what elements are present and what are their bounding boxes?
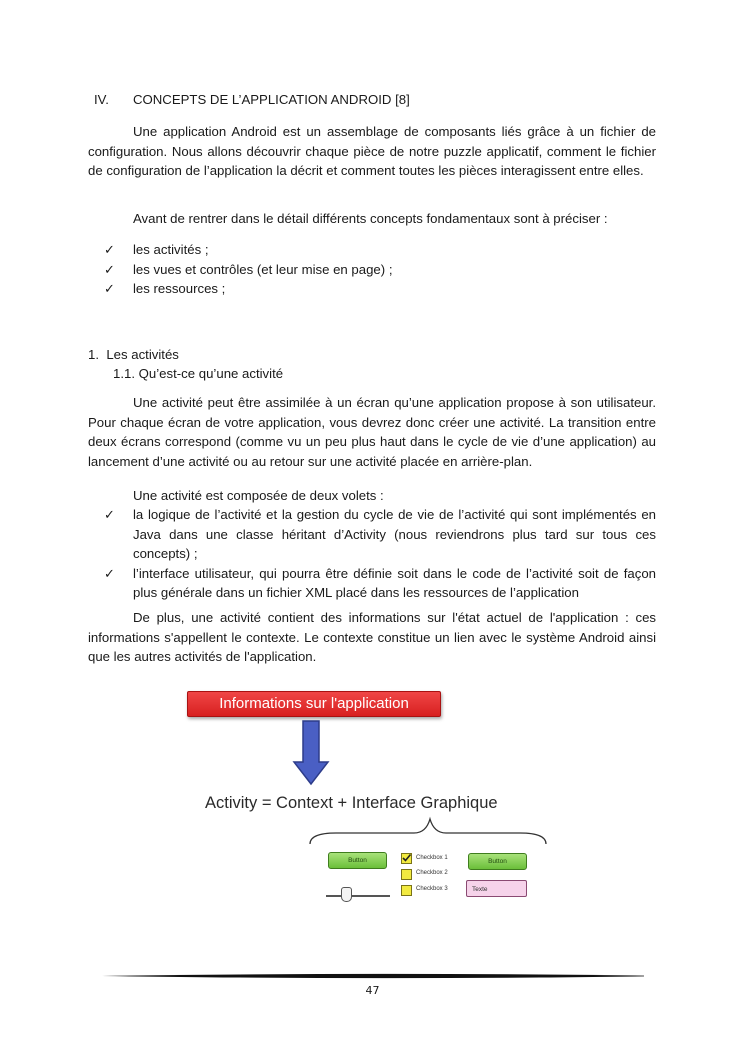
info-banner: Informations sur l'application [187,691,441,717]
intro-paragraph-1: Une application Android est un assemblage de composants liés grâce à un fichier de configuration. Nous allons découvrir chaque pièce de notre puzzle applicatif, comment le fichier de configuration de l’application la décrit et comment toutes les pièces interagissent entre elles. [88,124,656,178]
curly-brace-icon [308,816,548,846]
checkmark-icon: ✓ [104,507,116,522]
checkbox-3 [401,885,412,896]
list-item: ✓ l’interface utilisateur, qui pourra être définie soit dans le code de l’activité soit de façon plus générale dans un fichier XML placé dans les ressources de l’application [104,565,656,600]
checkbox-3-label: Checkbox 3 [416,886,448,892]
list-item: ✓ les activités ; [104,240,656,260]
slider-thumb [341,887,352,902]
checkbox-2-label: Checkbox 2 [416,870,448,876]
checkmark-icon: ✓ [104,281,116,296]
subsection-heading: 1. Les activités [88,347,179,362]
body-paragraph-1: Une activité peut être assimilée à un écran qu’une application propose à son utilisateur. Pour chaque écran de votre application, vous devrez donc créer une activité. La transition entre deux écrans correspond (comme vu un peu plus haut dans le cycle de vie d’une application) au lancement d’une activité ou au retour sur une activité placée en arrière-plan. [88,395,656,469]
section-number: IV. [94,92,109,107]
list-item: ✓ les vues et contrôles (et leur mise en page) ; [104,260,656,280]
section-heading [94,90,410,109]
checkmark-icon: ✓ [104,242,116,257]
down-arrow-icon [292,720,330,786]
page-number: 47 [365,984,380,997]
body-paragraph-2: Une activité est composée de deux volets : [133,488,384,503]
intro-checklist [104,240,656,299]
body-paragraph-3: De plus, une activité contient des informations sur l'état actuel de l'application : ces informations s'appellent le contexte. Le contexte constitue un lien avec le système Android ainsi que les autres activités de l'application. [88,610,656,664]
list-item: ✓ la logique de l’activité et la gestion du cycle de vie de l’activité qui sont implémentés en Java dans une classe héritant d’Activity (nous reviendrons plus tard sur tous ces concepts) ; [104,507,656,561]
slider-track [326,895,390,897]
check-icon [401,852,412,863]
activity-equation: Activity = Context + Interface Graphique [205,794,498,812]
body-checklist [104,505,656,603]
sample-text-field: Texte [466,880,527,897]
section-title: CONCEPTS DE L’APPLICATION ANDROID [8] [133,92,410,107]
checkbox-2 [401,869,412,880]
intro-paragraph-2: Avant de rentrer dans le détail différents concepts fondamentaux sont à préciser : [133,211,608,226]
checkbox-1-label: Checkbox 1 [416,855,448,861]
sample-button-1: Button [328,852,387,869]
sample-button-2: Button [468,853,527,870]
checkmark-icon: ✓ [104,565,116,581]
list-item: ✓ les ressources ; [104,279,656,299]
footer-rule [102,973,644,979]
checkmark-icon: ✓ [104,261,116,277]
subsubsection-heading: 1.1. Qu’est-ce qu’une activité [113,366,284,381]
